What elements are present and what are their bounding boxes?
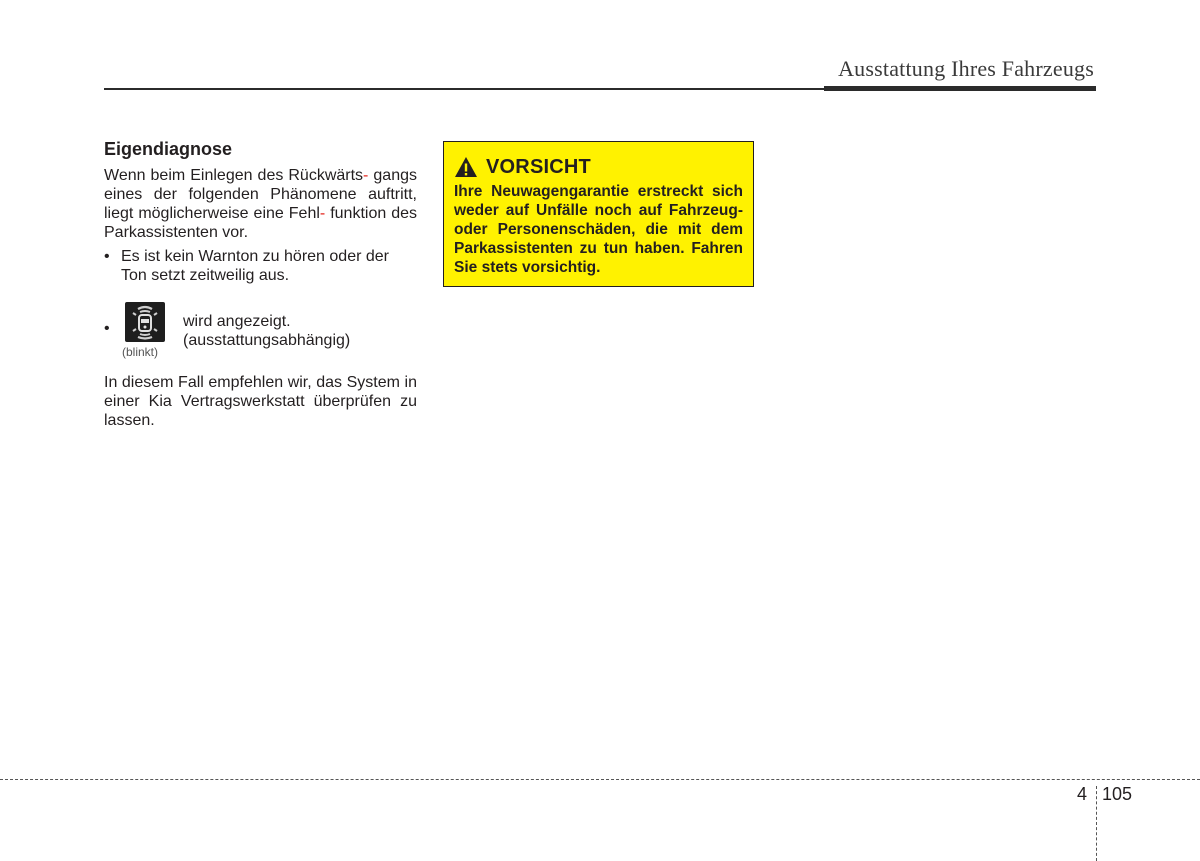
intro-text-2: gangs eines der folgenden Phänomene auftritt, liegt möglicherweise eine Fehl: [104, 167, 417, 222]
bullet-text: Es ist kein Warnton zu hören oder der Ton setzt zeitweilig aus.: [121, 248, 389, 284]
page-number: 105: [1102, 784, 1133, 804]
advice-paragraph: In diesem Fall empfehlen wir, das System in einer Kia Vertragswerkstatt überprüfen zu lassen.: [104, 374, 417, 429]
indicator-description: [183, 312, 350, 350]
bullet-indicator: [104, 302, 417, 362]
bullet-dot: •: [104, 248, 110, 265]
indicator-line-2: (ausstattungsabhängig): [183, 332, 351, 349]
intro-paragraph: [104, 166, 417, 242]
footer-divider: [0, 779, 1200, 780]
header-rule-accent: [824, 86, 1096, 91]
parking-assist-indicator-icon: [125, 302, 165, 342]
blink-status-label: (blinkt): [122, 345, 159, 359]
intro-text-3: funktion des Parkassistenten vor.: [104, 205, 418, 241]
bullet-dot: •: [104, 320, 110, 337]
caution-text: Ihre Neuwagengarantie erstreckt sich weder auf Unfälle noch auf Fahrzeug- oder Personenschäden, die mit dem Parkassistenten zu tun haben. Fahren Sie stets vorsichtig.: [454, 183, 743, 276]
intro-text-1: Wenn beim Einlegen des Rückwärts: [104, 167, 364, 184]
page-header-title: Ausstattung Ihres Fahrzeugs: [838, 56, 1094, 81]
section-heading: Eigendiagnose: [104, 139, 233, 159]
hyphen-mark: -: [363, 167, 369, 184]
warning-triangle-icon: [454, 156, 478, 178]
indicator-line-1: wird angezeigt.: [183, 313, 291, 330]
chapter-number: 4: [1077, 784, 1088, 804]
caution-title: VORSICHT: [486, 155, 591, 178]
hyphen-mark: -: [319, 205, 326, 222]
caution-header: [454, 154, 743, 180]
bullet-warning-tone: [104, 247, 417, 285]
caution-box: [443, 141, 754, 287]
left-column: [104, 138, 417, 430]
footer-vertical-divider: [1096, 786, 1097, 861]
